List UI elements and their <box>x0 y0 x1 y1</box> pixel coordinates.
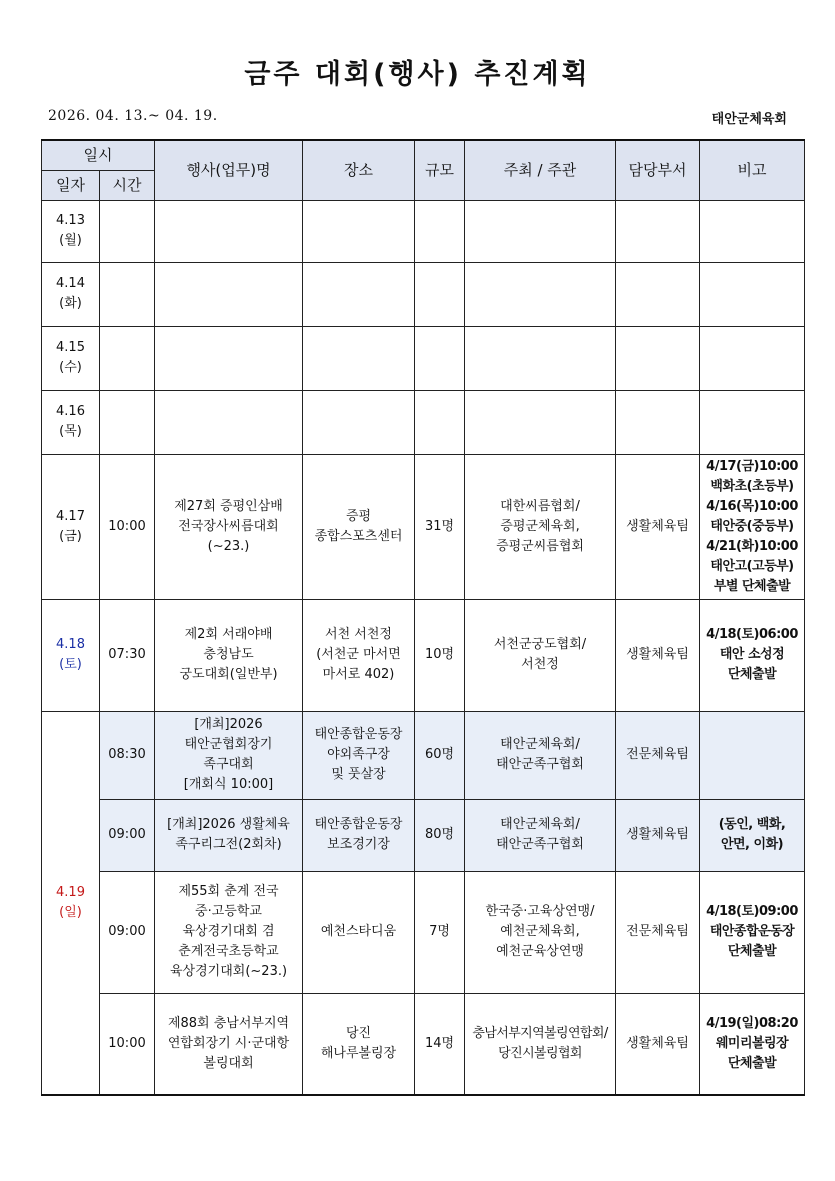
page-title: 금주 대회(행사) 추진계획 <box>244 59 591 90</box>
table-row <box>42 799 805 871</box>
event-host: 태안군체육회/ 태안군족구협회 <box>465 799 616 871</box>
event-remarks: (동인, 백화, 안면, 이화) <box>700 799 805 871</box>
event-host: 서천군궁도협회/ 서천정 <box>465 599 616 711</box>
table-row <box>42 454 805 599</box>
event-remarks: 4/17(금)10:00 백화초(초등부) 4/16(목)10:00 태안중(중등부) 4/21(화)10:00 태안고(고등부) 부별 단체출발 <box>700 454 805 599</box>
header-host: 주최 / 주관 <box>465 140 616 200</box>
period-range: 2026. 04. 13.~ 04. 19. <box>48 108 218 124</box>
event-dept: 전문체육팀 <box>616 711 700 799</box>
table-row <box>42 262 805 326</box>
event-time: 07:30 <box>100 599 155 711</box>
table-row <box>42 993 805 1095</box>
event-name: 제27회 증평인삼배 전국장사씨름대회 (~23.) <box>155 454 303 599</box>
event-venue: 증평 종합스포츠센터 <box>303 454 415 599</box>
event-time: 10:00 <box>100 454 155 599</box>
event-name: 제88회 충남서부지역 연합회장기 시·군대항 볼링대회 <box>155 993 303 1095</box>
event-name: 제55회 춘계 전국 중·고등학교 육상경기대회 겸 춘계전국초등학교 육상경기대회(~23.) <box>155 871 303 993</box>
event-name: [개최]2026 태안군협회장기 족구대회 [개회식 10:00] <box>155 711 303 799</box>
event-venue: 태안종합운동장 야외족구장 및 풋살장 <box>303 711 415 799</box>
event-scale: 7명 <box>415 871 465 993</box>
table-row <box>42 326 805 390</box>
organization-name: 태안군체육회 <box>711 112 787 127</box>
header-venue: 장소 <box>303 140 415 200</box>
header-scale: 규모 <box>415 140 465 200</box>
header-event: 행사(업무)명 <box>155 140 303 200</box>
event-dept: 생활체육팀 <box>616 799 700 871</box>
event-host: 한국중·고육상연맹/ 예천군체육회, 예천군육상연맹 <box>465 871 616 993</box>
event-scale: 60명 <box>415 711 465 799</box>
event-dept: 전문체육팀 <box>616 871 700 993</box>
event-venue: 예천스타디움 <box>303 871 415 993</box>
event-venue: 태안종합운동장 보조경기장 <box>303 799 415 871</box>
header-time: 시간 <box>100 170 155 200</box>
date-cell: 4.15 (수) <box>42 326 100 390</box>
event-time: 10:00 <box>100 993 155 1095</box>
event-time: 09:00 <box>100 871 155 993</box>
event-name: [개최]2026 생활체육 족구리그전(2회차) <box>155 799 303 871</box>
event-name: 제2회 서래야배 충청남도 궁도대회(일반부) <box>155 599 303 711</box>
table-row <box>42 871 805 993</box>
event-scale: 80명 <box>415 799 465 871</box>
event-host: 대한씨름협회/ 증평군체육회, 증평군씨름협회 <box>465 454 616 599</box>
event-scale: 31명 <box>415 454 465 599</box>
date-cell: 4.14 (화) <box>42 262 100 326</box>
table-row <box>42 599 805 711</box>
event-scale: 10명 <box>415 599 465 711</box>
event-host: 충남서부지역볼링연합회/ 당진시볼링협회 <box>465 993 616 1095</box>
table-row <box>42 711 805 799</box>
table-row <box>42 390 805 454</box>
header-dept: 담당부서 <box>616 140 700 200</box>
event-remarks: 4/18(토)06:00 태안 소성정 단체출발 <box>700 599 805 711</box>
event-venue: 서천 서천정 (서천군 마서면 마서로 402) <box>303 599 415 711</box>
event-dept: 생활체육팀 <box>616 993 700 1095</box>
header-date: 일자 <box>42 170 100 200</box>
event-time: 09:00 <box>100 799 155 871</box>
date-cell: 4.18 (토) <box>42 599 100 711</box>
table-row <box>42 200 805 262</box>
date-cell: 4.19 (일) <box>42 711 100 1095</box>
date-cell: 4.17 (금) <box>42 454 100 599</box>
event-remarks: 4/18(토)09:00 태안종합운동장 단체출발 <box>700 871 805 993</box>
schedule-table <box>41 139 805 1096</box>
event-host: 태안군체육회/ 태안군족구협회 <box>465 711 616 799</box>
event-dept: 생활체육팀 <box>616 599 700 711</box>
event-remarks: 4/19(일)08:20 웨미리볼링장 단체출발 <box>700 993 805 1095</box>
event-remarks <box>700 711 805 799</box>
date-cell: 4.16 (목) <box>42 390 100 454</box>
event-venue: 당진 해나루볼링장 <box>303 993 415 1095</box>
event-scale: 14명 <box>415 993 465 1095</box>
date-cell: 4.13 (월) <box>42 200 100 262</box>
header-remarks: 비고 <box>700 140 805 200</box>
event-dept: 생활체육팀 <box>616 454 700 599</box>
header-datetime: 일시 <box>42 140 155 170</box>
event-time: 08:30 <box>100 711 155 799</box>
